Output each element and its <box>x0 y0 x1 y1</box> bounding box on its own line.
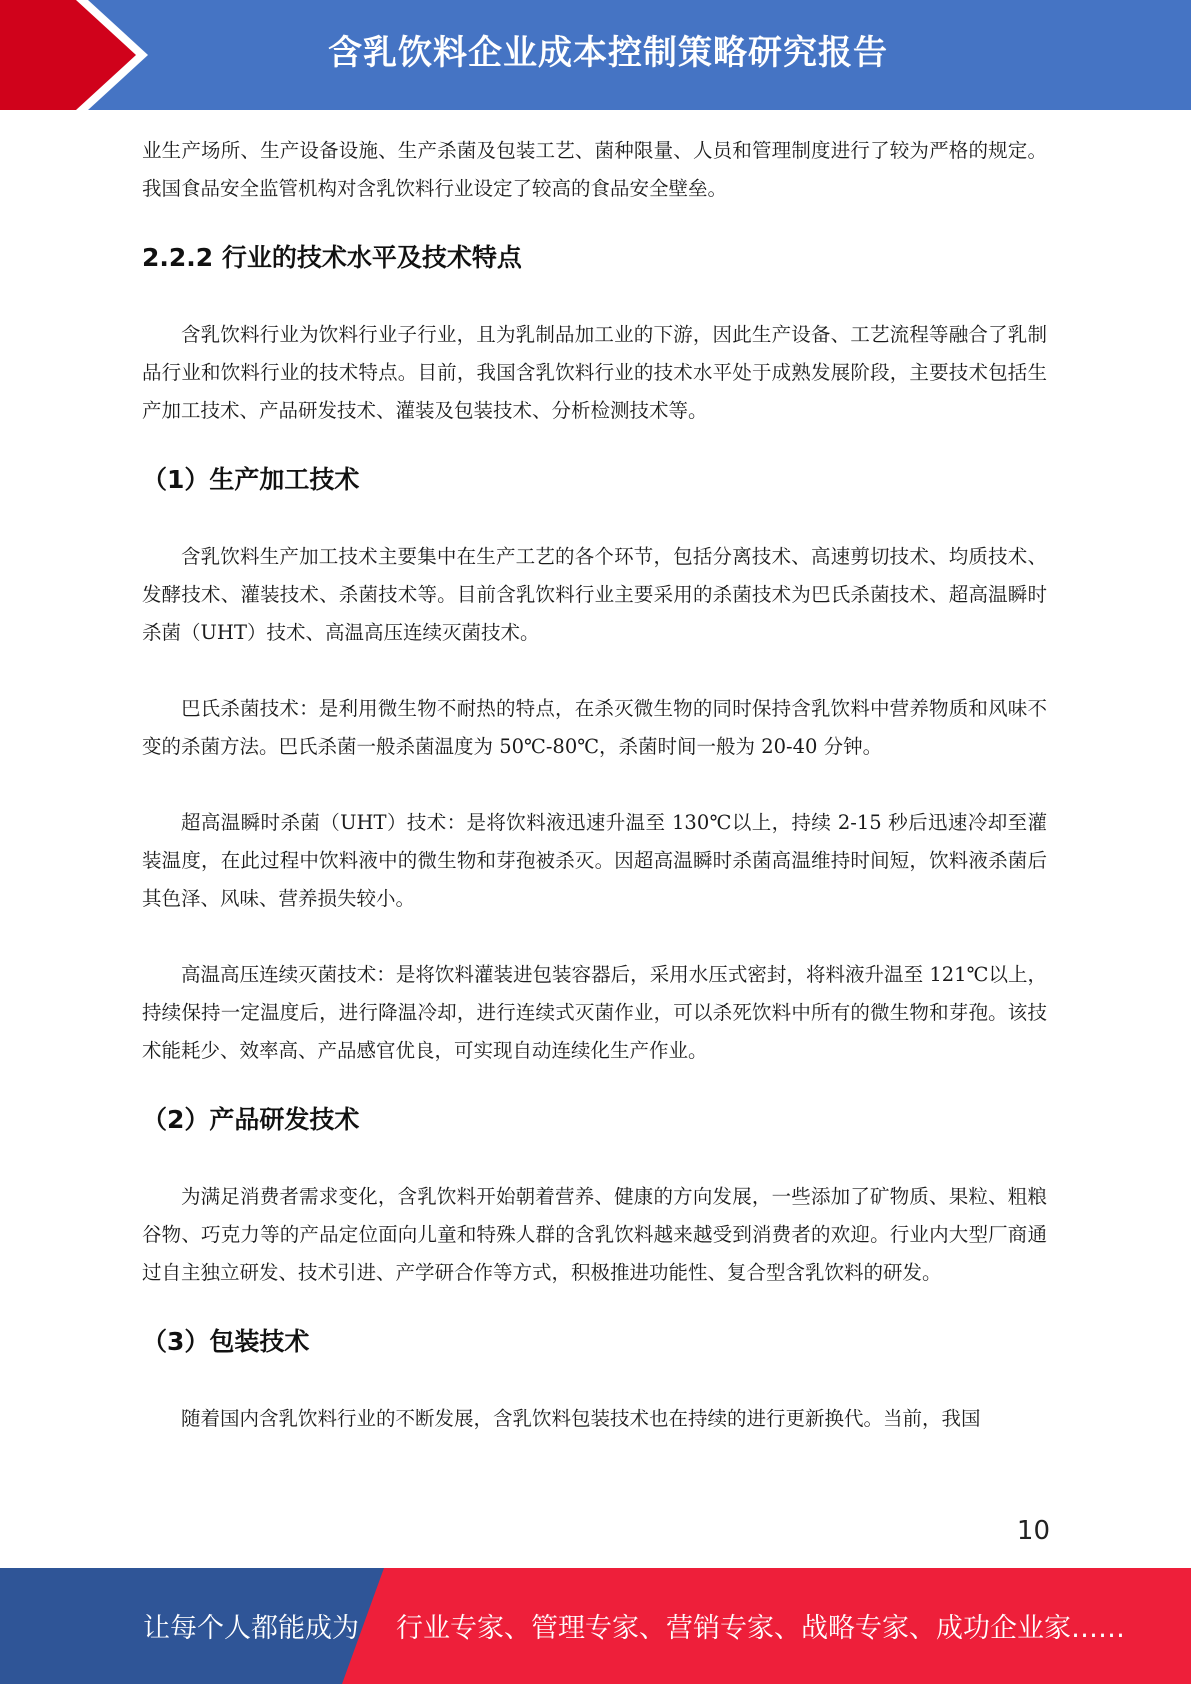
section-paragraph: 含乳饮料行业为饮料行业子行业，且为乳制品加工业的下游，因此生产设备、工艺流程等融合了乳制品行业和饮料行业的技术特点。目前，我国含乳饮料行业的技术水平处于成熟发展阶段，主要技术包括生产加工技术、产品研发技术、灌装及包装技术、分析检测技术等。 <box>142 323 1047 422</box>
packaging-paragraph: 随着国内含乳饮料行业的不断发展，含乳饮料包装技术也在持续的进行更新换代。当前，我国 <box>181 1407 981 1430</box>
continuous-sterilization-paragraph: 高温高压连续灭菌技术：是将饮料灌装进包装容器后，采用水压式密封，将料液升温至 121℃以上，持续保持一定温度后，进行降温冷却，进行连续式灭菌作业，可以杀死饮料中所有的微生物和芽孢。该技术能耗少、效率高、产品感官优良，可实现自动连续化生产作业。 <box>142 963 1047 1062</box>
page-footer <box>0 1568 1191 1684</box>
uht-paragraph: 超高温瞬时杀菌（UHT）技术：是将饮料液迅速升温至 130℃以上，持续 2-15 秒后迅速冷却至灌装温度，在此过程中饮料液中的微生物和芽孢被杀灭。因超高温瞬时杀菌高温维持时间短，饮料液杀菌后其色泽、风味、营养损失较小。 <box>142 811 1047 910</box>
section-heading: 2.2.2 行业的技术水平及技术特点 <box>142 243 522 272</box>
footer-slogan-left: 让每个人都能成为 <box>143 1613 359 1644</box>
page-number: 10 <box>1016 1516 1050 1546</box>
subsection-heading-production: （1）生产加工技术 <box>142 465 360 494</box>
page-header <box>0 0 1191 110</box>
rnd-paragraph: 为满足消费者需求变化，含乳饮料开始朝着营养、健康的方向发展，一些添加了矿物质、果粒、粗粮谷物、巧克力等的产品定位面向儿童和特殊人群的含乳饮料越来越受到消费者的欢迎。行业内大型厂商通过自主独立研发、技术引进、产学研合作等方式，积极推进功能性、复合型含乳饮料的研发。 <box>142 1185 1047 1284</box>
production-paragraph: 含乳饮料生产加工技术主要集中在生产工艺的各个环节，包括分离技术、高速剪切技术、均质技术、发酵技术、灌装技术、杀菌技术等。目前含乳饮料行业主要采用的杀菌技术为巴氏杀菌技术、超高温瞬时杀菌（UHT）技术、高温高压连续灭菌技术。 <box>142 545 1047 644</box>
document-body <box>142 132 1047 1438</box>
footer-slogan-right: 行业专家、管理专家、营销专家、战略专家、成功企业家…… <box>396 1613 1125 1644</box>
intro-paragraph: 业生产场所、生产设备设施、生产杀菌及包装工艺、菌种限量、人员和管理制度进行了较为严格的规定。我国食品安全监管机构对含乳饮料行业设定了较高的食品安全壁垒。 <box>142 139 1047 200</box>
pasteurization-paragraph: 巴氏杀菌技术：是利用微生物不耐热的特点，在杀灭微生物的同时保持含乳饮料中营养物质和风味不变的杀菌方法。巴氏杀菌一般杀菌温度为 50℃-80℃，杀菌时间一般为 20-40 分钟。 <box>142 697 1047 758</box>
subsection-heading-packaging: （3）包装技术 <box>142 1327 310 1356</box>
report-title: 含乳饮料企业成本控制策略研究报告 <box>328 33 888 73</box>
subsection-heading-rnd: （2）产品研发技术 <box>142 1105 360 1134</box>
